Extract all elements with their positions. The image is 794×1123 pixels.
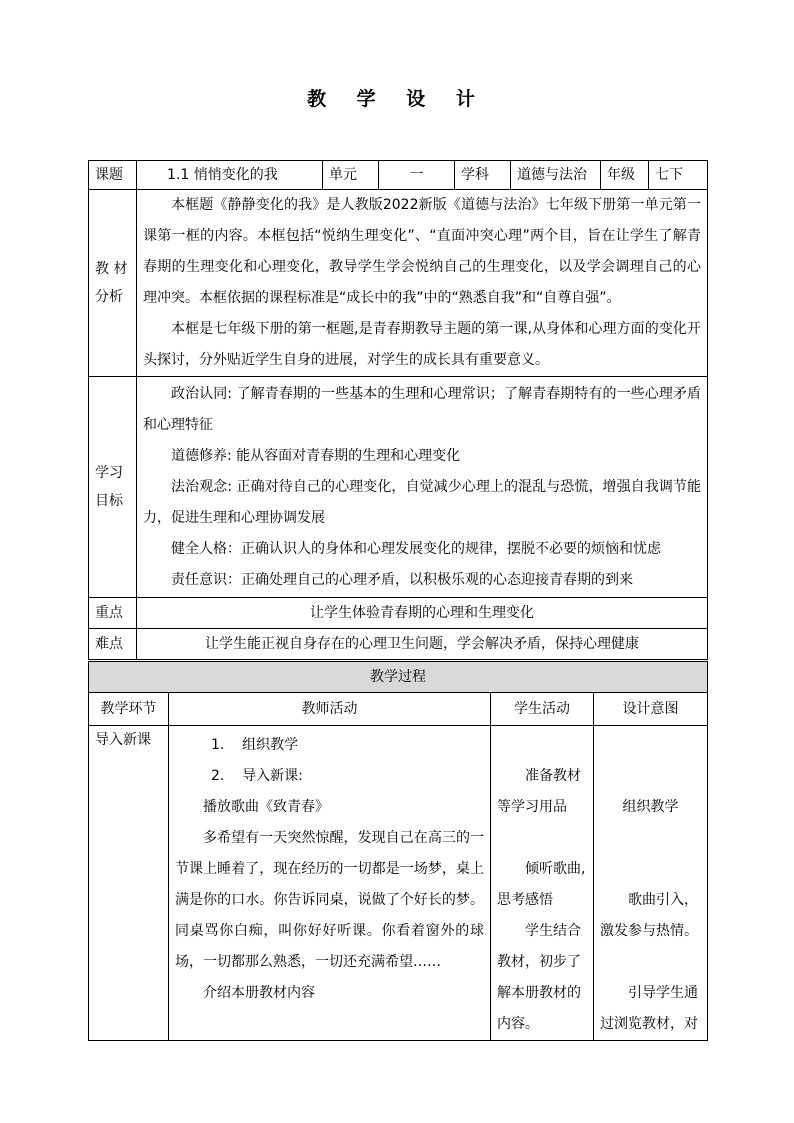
goal-political: 政治认同: 了解青春期的一些基本的生理和心理常识；了解青春期特有的一些心理矛盾和心理特征 xyxy=(143,385,701,433)
learning-goals-row xyxy=(89,377,708,598)
material-para-1: 本框题《静静变化的我》是人教版2022新版《道德与法治》七年级下册第一单元第一课第一框的内容。本框包括“悦纳生理变化”、“直面冲突心理”两个目，旨在让学生了解青春期的生理变化和心理变化，教导学生学会悦纳自己的生理变化，以及学会调理自己的心理冲突。本框依据的课程标准是“成长中的我”中的“熟悉自我”和“自尊自强”。 xyxy=(143,197,701,306)
teacher-item1-num: 1. xyxy=(211,737,225,753)
topic-label: 课题 xyxy=(89,161,137,190)
process-section-title: 教学过程 xyxy=(89,662,708,693)
subject-value: 道德与法治 xyxy=(511,161,601,190)
col-stage: 教学环节 xyxy=(89,693,169,726)
col-teacher: 教师活动 xyxy=(169,693,491,726)
goals-label-line2: 目标 xyxy=(95,493,123,509)
unit-label: 单元 xyxy=(323,161,379,190)
teacher-item2-num: 2. xyxy=(211,768,225,784)
header-row xyxy=(89,161,708,190)
teacher-activity xyxy=(169,726,491,1041)
subject-label: 学科 xyxy=(455,161,511,190)
goal-responsibility: 责任意识：正确处理自己的心理矛盾，以积极乐观的心态迎接青春期的到来 xyxy=(171,571,633,588)
learning-goals-label xyxy=(89,377,137,598)
stage-name: 导入新课 xyxy=(89,726,169,1041)
student-3: 学生结合教材，初步了解本册教材的内容。 xyxy=(497,923,581,1032)
student-1b: 等学习用品 xyxy=(497,799,567,815)
key-point-value: 让学生体验青春期的心理和生理变化 xyxy=(137,598,708,629)
unit-value: 一 xyxy=(379,161,455,190)
process-title-row xyxy=(89,662,708,693)
design-intent xyxy=(594,726,708,1041)
topic-value: 1.1 悄悄变化的我 xyxy=(137,161,323,190)
teaching-process-table xyxy=(88,661,708,1041)
material-label-line2: 分析 xyxy=(95,289,123,305)
teacher-paragraph: 多希望有一天突然惊醒，发现自己在高三的一节课上睡着了，现在经历的一切都是一场梦，桌上满是你的口水。你告诉同桌，说做了个好长的梦。同桌骂你白痴，叫你好好听课。你看着窗外的球场，一切都那么熟悉，一切还充满希望…… xyxy=(175,830,484,970)
intro-stage-row xyxy=(89,726,708,1041)
lesson-info-table xyxy=(88,160,708,660)
difficulty-label: 难点 xyxy=(89,629,137,660)
intent-1: 组织教学 xyxy=(622,799,679,815)
student-2a: 倾听歌曲, xyxy=(525,861,586,877)
intent-2: 歌曲引入，激发参与热情。 xyxy=(600,892,698,939)
material-label-line1: 教 材 xyxy=(95,261,128,277)
material-analysis-label xyxy=(89,190,137,377)
difficulty-row xyxy=(89,629,708,660)
learning-goals-content xyxy=(137,377,708,598)
difficulty-value: 让学生能正视自身存在的心理卫生问题，学会解决矛盾，保持心理健康 xyxy=(137,629,708,660)
grade-label: 年级 xyxy=(601,161,649,190)
teacher-item1: 组织教学 xyxy=(242,737,299,753)
goal-moral: 道德修养: 能从容面对青春期的生理和心理变化 xyxy=(171,447,461,464)
intent-3: 引导学生通过浏览教材，对 xyxy=(600,985,698,1032)
grade-value: 七下 xyxy=(649,161,708,190)
goals-label-line1: 学习 xyxy=(95,465,123,481)
student-activity xyxy=(491,726,594,1041)
key-point-label: 重点 xyxy=(89,598,137,629)
goal-personality: 健全人格：正确认识人的身体和心理发展变化的规律，摆脱不必要的烦恼和忧虑 xyxy=(171,540,661,557)
teacher-intro-book: 介绍本册教材内容 xyxy=(203,985,315,1001)
material-para-2: 本框是七年级下册的第一框题,是青春期教导主题的第一课,从身体和心理方面的变化开头探讨，分外贴近学生自身的进展，对学生的成长具有重要意义。 xyxy=(143,321,701,368)
teacher-item2: 导入新课: xyxy=(242,768,303,784)
teacher-song: 播放歌曲《致青春》 xyxy=(203,799,329,815)
document-title: 教 学 设 计 xyxy=(307,88,487,110)
material-analysis-content xyxy=(137,190,708,377)
student-2b: 思考感悟 xyxy=(497,892,553,908)
student-1a: 准备教材 xyxy=(525,768,581,784)
process-header-row xyxy=(89,693,708,726)
key-point-row xyxy=(89,598,708,629)
col-intent: 设计意图 xyxy=(594,693,708,726)
goal-law: 法治观念: 正确对待自己的心理变化，自觉减少心理上的混乱与恐慌，增强自我调节能力，促进生理和心理协调发展 xyxy=(143,478,701,526)
col-student: 学生活动 xyxy=(491,693,594,726)
material-analysis-row xyxy=(89,190,708,377)
